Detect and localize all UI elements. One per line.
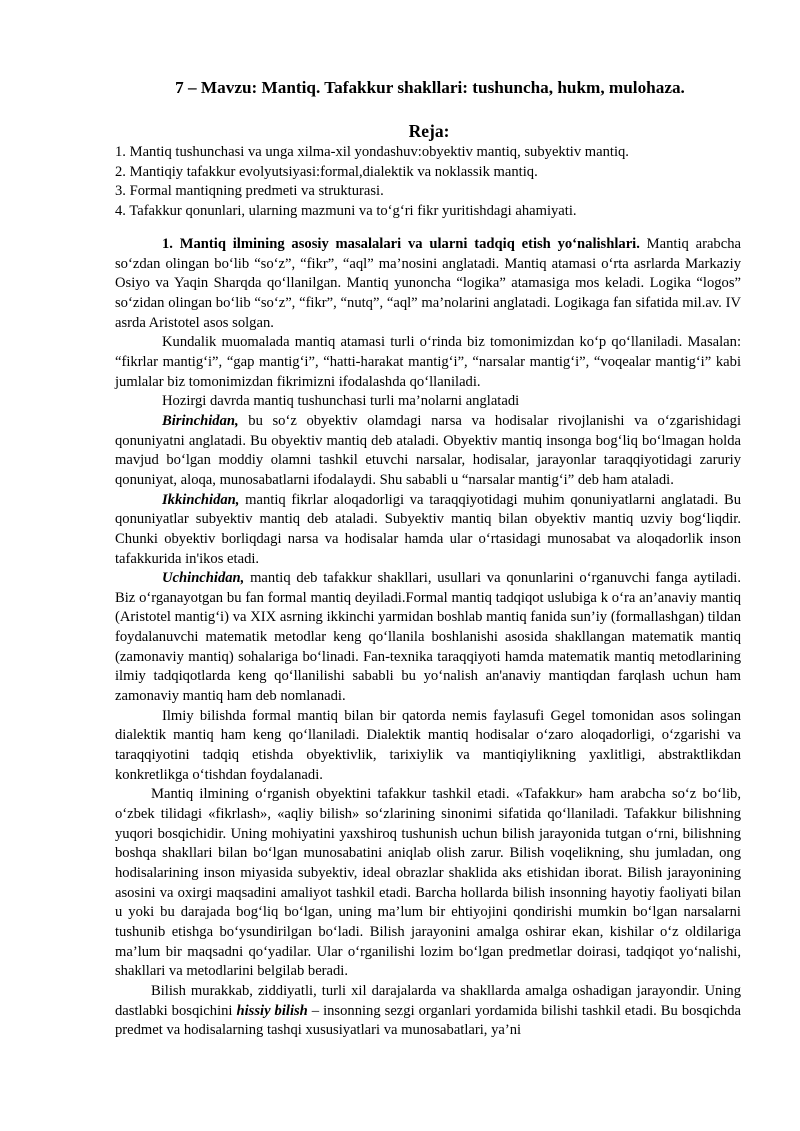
paragraph-definition [115, 235, 741, 333]
key-term: hissiy bilish [236, 1002, 308, 1019]
paragraph-cognition [115, 982, 741, 1041]
section-heading: 1. Mantiq ilmining asosiy masalalari va ularni tadqiq etish yo‘nalishlari. [162, 236, 640, 252]
paragraph-text: Mantiq arabcha so‘zdan olingan bo‘lib “so‘z”, “fikr”, “aql” ma’nosini anglatadi. Mantiq atamasi o‘rta asrlarda Markaziy Osiyo va Yaqin Sharqda qo‘llanilgan. Mantiq yunoncha “logika” atamasiga mos keladi. Logika “logos” so‘zidan olingan bo‘lib “so‘z”, “fikr”, “nutq”, “aql” ma’nolarini anglatadi. Logikaga fan sifatida mil.av. IV asrda Aristotel asos solgan. [115, 236, 741, 331]
paragraph-first-meaning [115, 412, 741, 491]
paragraph-text: – insonning sezgi organlari yordamida bilishi tashkil etadi. Bu bosqichda predmet va hodisalarning tashqi xususiyatlari va munosabatlari, ya’ni [115, 1002, 741, 1039]
plan-item: 2. Mantiqiy tafakkur evolyutsiyasi:formal,dialektik va noklassik mantiq. [115, 163, 538, 180]
paragraph-third-meaning [115, 569, 741, 707]
paragraph-meanings-intro: Hozirgi davrda mantiq tushunchasi turli ma’nolarni anglatadi [162, 393, 520, 410]
plan-item: 3. Formal mantiqning predmeti va strukturasi. [115, 183, 384, 200]
plan-heading: Reja: [408, 121, 450, 141]
lead-word: Birinchidan, [162, 412, 239, 429]
page-title: 7 – Mavzu: Mantiq. Tafakkur shakllari: tushuncha, hukm, mulohaza. [175, 78, 685, 97]
paragraph-text: mantiq fikrlar aloqadorligi va taraqqiyotidagi muhim qonuniyatlarni anglatadi. Bu qonuniyatlar subyektiv mantiq deb ataladi. Subyektiv mantiq bilan obyektiv mantiq uzviy bog‘liqdir. Chunki obyektiv borliqdagi narsa va hodisalar hamda ular o‘rtasidagi munosabat va aloqadorlik inson tafakkurida in'ikos etadi. [115, 491, 741, 567]
plan-item: 4. Tafakkur qonunlari, ularning mazmuni va to‘g‘ri fikr yuritishdagi ahamiyati. [115, 202, 577, 219]
paragraph-text: mantiq deb tafakkur shakllari, usullari va qonunlarini o‘rganuvchi fanga aytiladi. Biz o‘rganayotgan bu fan formal mantiq deyiladi.Formal mantiq tadqiqot uslubiga k o‘ra an’anaviy mantiq (Aristotel mantig‘i) va XIX asrning ikkinchi yarmidan boshlab mantiq fanida sun’iy (formallashgan) tildan foydalanuvchi matematik metodlar keng qo‘llanila boshlanishi asosida shakllangan matematik mantiq (zamonaviy mantiq) sohalariga bo‘linadi. Fan-texnika taraqqiyoti hamda matematik mantiq metodlarining ilmiy tadqiqotlarda keng qo‘llanilishi sababli bu yo‘nalish an'anaviy mantiqdan farqlash uchun ham zamonaviy mantiq ham deb nomlanadi. [115, 570, 741, 705]
lead-word: Uchinchidan, [162, 570, 245, 587]
paragraph-text: Bilish murakkab, ziddiyatli, turli xil darajalarda va shakllarda amalga oshadigan jarayondir. Uning dastlabki bosqichini [115, 982, 741, 1019]
paragraph-thinking: Mantiq ilmining o‘rganish obyektini tafakkur tashkil etadi. «Tafakkur» ham arabcha so‘z bo‘lib, o‘zbek tilidagi «fikrlash», «aqliy bilish» so‘zlarining sinonimi sifatida qo‘llaniladi. Tafakkur bilishning yuqori bosqichidir. Uning mohiyatini yaxshiroq tushunish uchun bilish jarayonida tutgan o‘rni, bilishning boshqa shakllari bilan bo‘lgan munosabatini aniqlab olish zarur. Bilish voqelikning, shu jumladan, ong hodisalarining inson miyasida subyektiv, ideal obrazlar shaklida aks etishidan iborat. Bilish jarayonining asosini va oxirgi maqsadini amaliyot tashkil etadi. Barcha hollarda bilish insonning hayotiy faoliyati bilan u yoki bu darajada bog‘liq bo‘lgan, uning ma’lum bir ehtiyojini qondirishi mumkin bo‘lgan narsalarni tushunib etishga bo‘ysundirilgan bo‘ladi. Bilish jarayonini amalga oshirar ekan, kishilar o‘z oldilariga ma’lum bir maqsadni qo‘yadilar. Ular o‘rganilishi lozim bo‘lgan predmetlar doirasi, tadqiqot yo‘nalishi, shakllari va metodlarini belgilab beradi. [115, 786, 741, 980]
paragraph-text: bu so‘z obyektiv olamdagi narsa va hodisalar rivojlanishi va o‘zgarishidagi qonuniyatni anglatadi. Bu obyektiv mantiq deb ataladi. Obyektiv mantiq insonga bog‘liq bo‘lmagan holda mavjud bo‘lgan moddiy olamni tashkil etuvchi narsalar, hodisalar, jarayonlar taraqqiyotidagi zaruriy qonuniyat, aloqa, munosabatlarni ifodalaydi. Shu sababli u “narsalar mantig‘i” deb ham ataladi. [115, 412, 741, 488]
paragraph-second-meaning [115, 491, 741, 570]
paragraph-everyday-usage: Kundalik muomalada mantiq atamasi turli o‘rinda biz tomonimizdan ko‘p qo‘llaniladi. Masalan: “fikrlar mantig‘i”, “gap mantig‘i”, “hatti-harakat mantig‘i”, “narsalar mantig‘i”, “voqealar mantig‘i” kabi jumlalar biz tomonimizdan fikrimizni ifodalashda qo‘llaniladi. [115, 334, 741, 390]
lead-word: Ikkinchidan, [162, 491, 240, 508]
plan-item: 1. Mantiq tushunchasi va unga xilma-xil yondashuv:obyektiv mantiq, subyektiv mantiq. [115, 144, 629, 160]
plan-list [115, 143, 755, 221]
paragraph-dialectic-logic: Ilmiy bilishda formal mantiq bilan bir qatorda nemis faylasufi Gegel tomonidan asos solingan dialektik mantiq ham keng qo‘llaniladi. Dialektik mantiq hodisalar o‘zaro aloqadorligi, o‘zgarishi va taraqqiyotini tadqiq etishda obyektivlik, tarixiylik va mantiqiylikning yaxlitligi, abstraktlikdan konkretlikga o‘tishdan foydalanadi. [115, 707, 741, 783]
document-body [115, 235, 741, 1041]
